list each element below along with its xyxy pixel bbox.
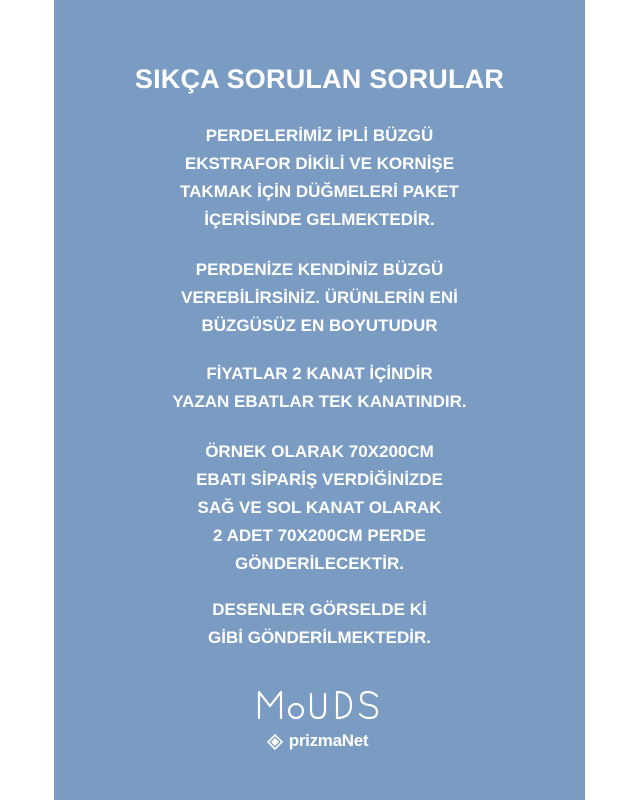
sub-brand-label: prizmaNet [288, 731, 369, 750]
prizma-diamond-icon [267, 734, 283, 750]
faq-line: BÜZGÜSÜZ EN BOYUTUDUR [201, 316, 438, 335]
faq-paragraph-4 [54, 438, 585, 578]
page-title: SIKÇA SORULAN SORULAR [134, 64, 505, 94]
faq-line: VEREBİLİRSİNİZ. ÜRÜNLERİN ENİ [181, 288, 458, 307]
faq-line: ÖRNEK OLARAK 70X200CM [205, 442, 434, 461]
faq-paragraph-1 [54, 122, 585, 234]
faq-line: EKSTRAFOR DİKİLİ VE KORNİŞE [184, 154, 455, 173]
faq-line: YAZAN EBATLAR TEK KANATINDIR. [172, 392, 467, 411]
sub-brand [54, 731, 585, 751]
brand-logo [54, 684, 585, 764]
faq-line: PERDENİZE KENDİNİZ BÜZGÜ [195, 260, 444, 279]
faq-line: PERDELERİMİZ İPLİ BÜZGÜ [205, 126, 434, 145]
faq-line: GÖNDERİLECEKTİR. [234, 554, 405, 573]
faq-line: TAKMAK İÇİN DÜĞMELERİ PAKET [180, 182, 459, 201]
faq-line: 2 ADET 70X200CM PERDE [213, 526, 426, 545]
faq-line: SAĞ VE SOL KANAT OLARAK [197, 498, 442, 517]
faq-paragraph-3 [54, 360, 585, 416]
faq-line: İÇERİSİNDE GELMEKTEDİR. [204, 210, 435, 229]
faq-line: DESENLER GÖRSELDE Kİ [212, 600, 427, 619]
faq-line: FİYATLAR 2 KANAT İÇİNDİR [206, 364, 433, 383]
faq-line: GİBİ GÖNDERİLMEKTEDİR. [208, 628, 431, 647]
faq-paragraph-2 [54, 256, 585, 340]
faq-paragraph-5 [54, 596, 585, 652]
mouds-wordmark-logo [255, 684, 385, 726]
faq-panel [54, 0, 585, 800]
faq-line: EBATI SİPARİŞ VERDİĞİNİZDE [196, 470, 443, 489]
